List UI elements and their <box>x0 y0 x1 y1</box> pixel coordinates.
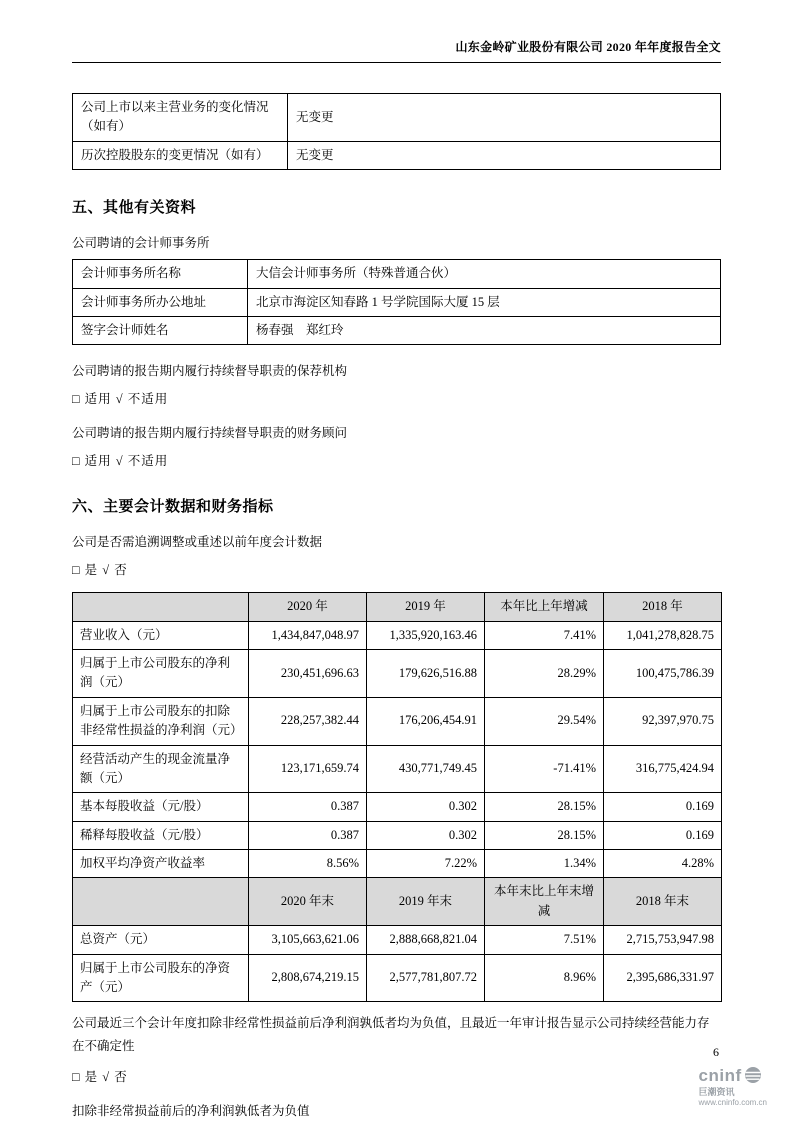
cninfo-name: 巨潮资讯 <box>698 1087 735 1098</box>
sponsor-choice: □ 适用 √ 不适用 <box>72 392 169 407</box>
financial-indicators-table <box>72 592 722 1002</box>
value-cell: 92,397,970.75 <box>604 697 722 745</box>
header-cell: 2019 年 <box>367 593 485 621</box>
label-cell: 归属于上市公司股东的扣除非经常性损益的净利润（元） <box>73 697 249 745</box>
header-cell: 2018 年末 <box>604 878 722 926</box>
label-cell: 营业收入（元） <box>73 621 249 649</box>
table-row <box>73 793 722 821</box>
cninfo-logo <box>699 1066 767 1108</box>
table-row <box>73 316 721 344</box>
header-cell: 2020 年 <box>249 593 367 621</box>
value-cell: 0.169 <box>604 793 722 821</box>
section-heading-5: 五、其他有关资料 <box>72 199 197 217</box>
value-cell: 北京市海淀区知春路 1 号学院国际大厦 15 层 <box>248 288 721 316</box>
value-cell: 3,105,663,621.06 <box>249 926 367 954</box>
value-cell: 179,626,516.88 <box>367 650 485 698</box>
value-cell: 8.96% <box>485 954 604 1002</box>
sponsor-text: 公司聘请的报告期内履行持续督导职责的保荐机构 <box>72 364 348 379</box>
value-cell: 176,206,454.91 <box>367 697 485 745</box>
table-row <box>73 141 721 169</box>
header-cell <box>73 878 249 926</box>
page-number: 6 <box>713 1045 719 1059</box>
table-row <box>73 850 722 878</box>
label-cell: 签字会计师姓名 <box>73 316 248 344</box>
value-cell: 大信会计师事务所（特殊普通合伙） <box>248 260 721 288</box>
label-cell: 基本每股收益（元/股） <box>73 793 249 821</box>
value-cell: 杨春强 郑红玲 <box>248 316 721 344</box>
table-row <box>73 926 722 954</box>
table-row <box>73 954 722 1002</box>
value-cell: 316,775,424.94 <box>604 745 722 793</box>
value-cell: 1,335,920,163.46 <box>367 621 485 649</box>
header-cell <box>73 593 249 621</box>
value-cell: 1.34% <box>485 850 604 878</box>
advisor-choice: □ 适用 √ 不适用 <box>72 454 169 469</box>
going-concern-choice: □ 是 √ 否 <box>72 1070 128 1085</box>
restate-question: 公司是否需追溯调整或重述以前年度会计数据 <box>72 535 323 550</box>
table-header-row <box>73 878 722 926</box>
accountant-table <box>72 259 721 345</box>
value-cell: 430,771,749.45 <box>367 745 485 793</box>
table-row <box>73 650 722 698</box>
header-cell: 本年末比上年末增减 <box>485 878 604 926</box>
value-cell: 0.387 <box>249 793 367 821</box>
value-cell: 4.28% <box>604 850 722 878</box>
value-cell: 2,715,753,947.98 <box>604 926 722 954</box>
section-heading-6: 六、主要会计数据和财务指标 <box>72 498 274 516</box>
value-cell: 无变更 <box>288 141 721 169</box>
table-header-row <box>73 593 722 621</box>
label-cell: 历次控股股东的变更情况（如有） <box>73 141 288 169</box>
advisor-text: 公司聘请的报告期内履行持续督导职责的财务顾问 <box>72 426 348 441</box>
table-row <box>73 745 722 793</box>
value-cell: 2,395,686,331.97 <box>604 954 722 1002</box>
table-row <box>73 621 722 649</box>
value-cell: 100,475,786.39 <box>604 650 722 698</box>
table-row <box>73 821 722 849</box>
value-cell: 0.302 <box>367 821 485 849</box>
header-cell: 本年比上年增减 <box>485 593 604 621</box>
value-cell: 228,257,382.44 <box>249 697 367 745</box>
value-cell: 0.387 <box>249 821 367 849</box>
table-row <box>73 288 721 316</box>
value-cell: 7.22% <box>367 850 485 878</box>
label-cell: 公司上市以来主营业务的变化情况（如有） <box>73 94 288 142</box>
value-cell: 29.54% <box>485 697 604 745</box>
value-cell: 无变更 <box>288 94 721 142</box>
value-cell: 2,808,674,219.15 <box>249 954 367 1002</box>
value-cell: 28.29% <box>485 650 604 698</box>
value-cell: 230,451,696.63 <box>249 650 367 698</box>
header-cell: 2019 年末 <box>367 878 485 926</box>
value-cell: 28.15% <box>485 821 604 849</box>
value-cell: 2,888,668,821.04 <box>367 926 485 954</box>
business-change-table <box>72 93 721 170</box>
value-cell: 1,041,278,828.75 <box>604 621 722 649</box>
label-cell: 会计师事务所名称 <box>73 260 248 288</box>
value-cell: 8.56% <box>249 850 367 878</box>
cninfo-wordmark: cninf <box>698 1066 742 1086</box>
label-cell: 归属于上市公司股东的净资产（元） <box>73 954 249 1002</box>
header-cell: 2018 年 <box>604 593 722 621</box>
header-cell: 2020 年末 <box>249 878 367 926</box>
label-cell: 归属于上市公司股东的净利润（元） <box>73 650 249 698</box>
value-cell: -71.41% <box>485 745 604 793</box>
table-row <box>73 94 721 142</box>
label-cell: 稀释每股收益（元/股） <box>73 821 249 849</box>
accountant-intro: 公司聘请的会计师事务所 <box>72 236 210 251</box>
report-header-title: 山东金岭矿业股份有限公司 2020 年年度报告全文 <box>72 38 721 63</box>
negative-profit-note: 扣除非经常损益前后的净利润孰低者为负值 <box>72 1104 310 1119</box>
value-cell: 1,434,847,048.97 <box>249 621 367 649</box>
label-cell: 经营活动产生的现金流量净额（元） <box>73 745 249 793</box>
value-cell: 7.51% <box>485 926 604 954</box>
value-cell: 7.41% <box>485 621 604 649</box>
value-cell: 0.302 <box>367 793 485 821</box>
globe-icon <box>744 1066 762 1088</box>
going-concern-note: 公司最近三个会计年度扣除非经常性损益前后净利润孰低者均为负值，且最近一年审计报告显示公司持续经营能力存在不确定性 <box>72 1016 710 1053</box>
value-cell: 123,171,659.74 <box>249 745 367 793</box>
table-row <box>73 697 722 745</box>
label-cell: 加权平均净资产收益率 <box>73 850 249 878</box>
value-cell: 0.169 <box>604 821 722 849</box>
label-cell: 总资产（元） <box>73 926 249 954</box>
cninfo-url: www.cninfo.com.cn <box>698 1098 767 1108</box>
table-row <box>73 260 721 288</box>
value-cell: 2,577,781,807.72 <box>367 954 485 1002</box>
restate-choice: □ 是 √ 否 <box>72 563 128 578</box>
label-cell: 会计师事务所办公地址 <box>73 288 248 316</box>
value-cell: 28.15% <box>485 793 604 821</box>
